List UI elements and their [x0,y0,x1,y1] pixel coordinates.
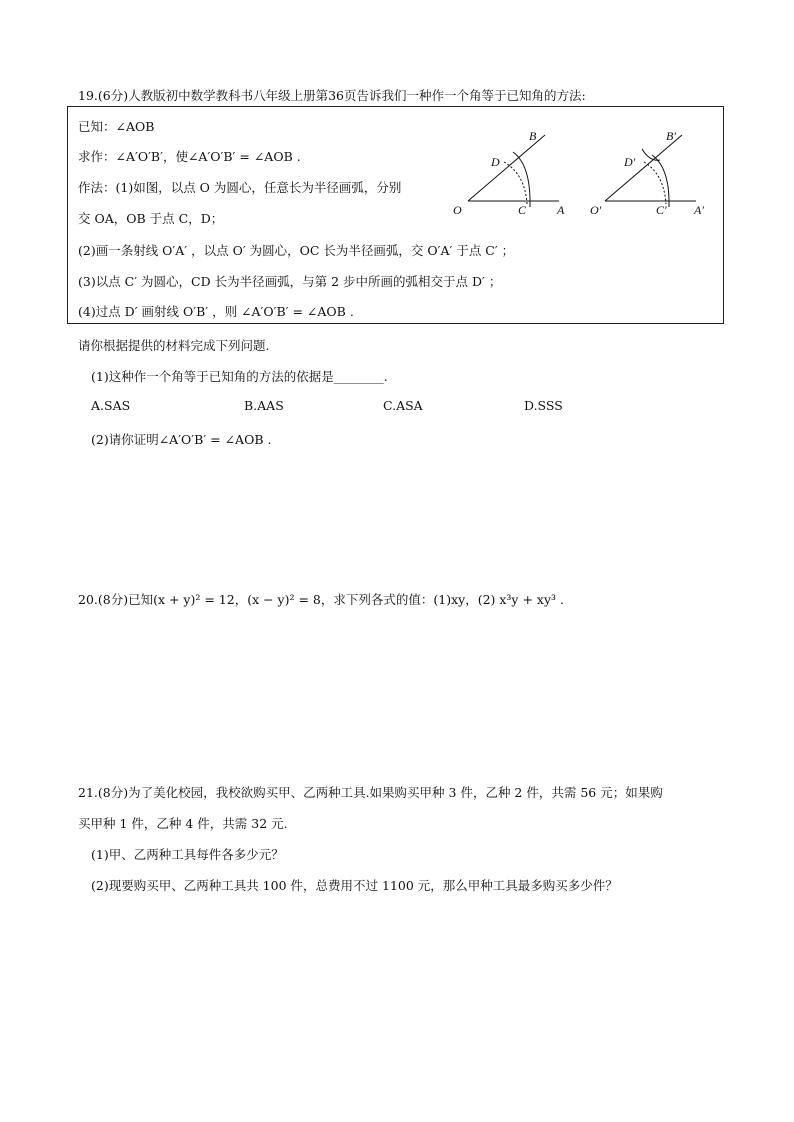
ray-o-b-prime [605,135,682,201]
option-b: B.AAS [244,398,284,413]
option-d: D.SSS [524,398,563,413]
label-o-prime: O′ [590,203,602,217]
q21-line1: 21.(8分)为了美化校园，我校欲购买甲、乙两种工具.如果购买甲种 3 件，乙种 2 件，共需 56 元；如果购 [78,785,663,800]
box-line-step1: 作法：(1)如图，以点 O 为圆心，任意长为半径画弧，分别 [78,180,402,195]
figure-angle-aob [453,122,593,232]
q19-sub1: (1)这种作一个角等于已知角的方法的依据是________. [91,369,388,384]
box-line-step1-cont: 交 OA，OB 于点 C，D； [78,211,224,226]
q19-sub2: (2)请你证明∠A′O′B′ = ∠AOB . [91,432,272,447]
box-line-step4: (4)过点 D′ 画射线 O′B′ ，则 ∠A′O′B′ = ∠AOB . [78,304,354,319]
label-o: O [453,203,462,217]
q19-construction-box [67,106,724,324]
box-line-step2: (2)画一条射线 O′A′ ，以点 O′ 为圆心，OC 长为半径画弧，交 O′A′ 于点 C′ ； [78,243,515,258]
label-a-prime: A′ [694,203,704,217]
option-a: A.SAS [91,398,131,413]
label-a: A [557,203,565,217]
label-d: D [491,155,500,169]
box-line-known: 已知：∠AOB [78,119,155,134]
ray-ob [468,135,545,201]
q19-intro: 请你根据提供的材料完成下列问题. [78,338,270,353]
label-b-prime: B′ [666,129,676,143]
label-c: C [518,203,527,217]
q21-line2: 买甲种 1 件，乙种 4 件，共需 32 元. [78,816,288,831]
q21-sub2: (2)现要购买甲、乙两种工具共 100 件，总费用不过 1100 元，那么甲种工具最多购买多少件？ [91,878,618,893]
option-c: C.ASA [383,398,423,413]
box-line-construct: 求作：∠A′O′B′，使∠A′O′B′ = ∠AOB . [78,149,301,164]
label-c-prime: C′ [656,203,667,217]
q19-header: 19.(6分)人教版初中数学教科书八年级上册第36页告诉我们一种作一个角等于已知角的方法: [78,88,586,103]
box-line-step3: (3)以点 C′ 为圆心，CD 长为半径画弧，与第 2 步中所画的弧相交于点 D′ ； [78,274,502,289]
label-d-prime: D′ [624,155,636,169]
label-b: B [529,129,537,143]
q20-text: 20.(8分)已知(x + y)² = 12，(x − y)² = 8，求下列各式的值：(1)xy，(2) x³y + xy³ . [78,592,564,607]
q21-sub1: (1)甲、乙两种工具每件各多少元？ [91,847,284,862]
figure-angle-a-o-b-prime [590,122,730,232]
arc-d-prime [642,149,660,160]
dashed-arc-cd [504,162,527,204]
